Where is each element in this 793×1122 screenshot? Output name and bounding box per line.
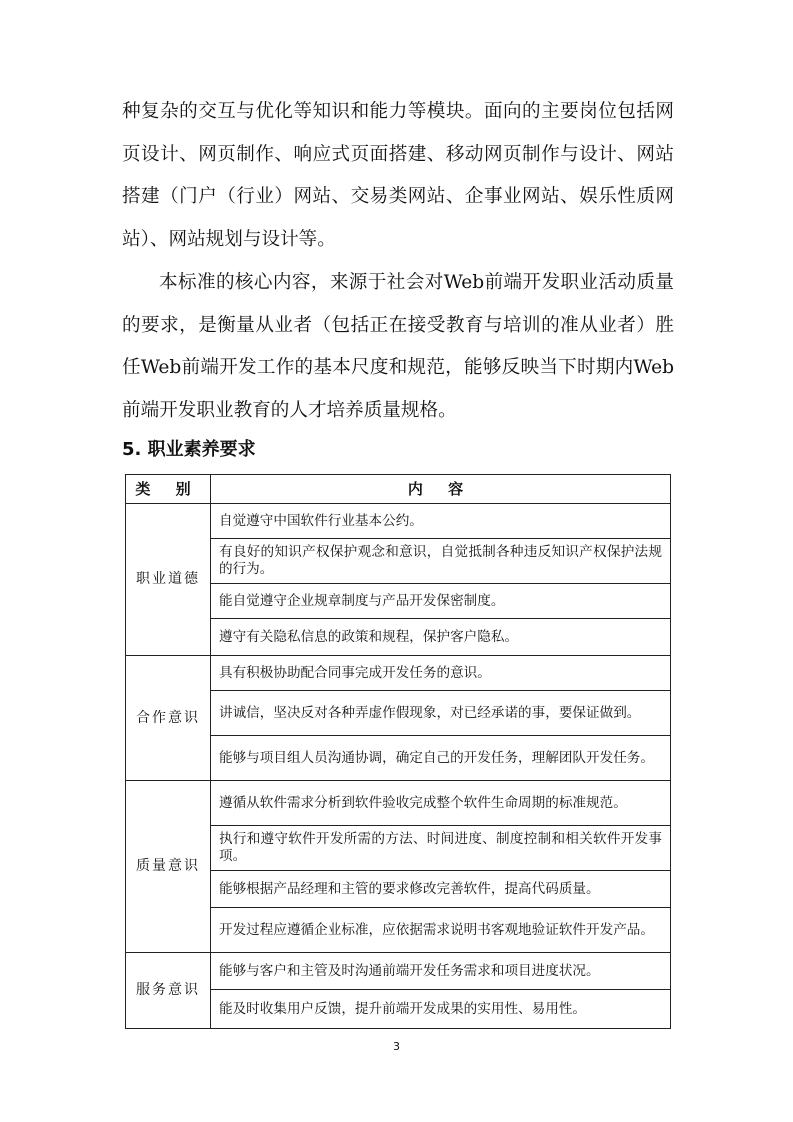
content-cell: 自觉遵守中国软件行业基本公约。 [211, 504, 671, 539]
table-row [126, 656, 671, 691]
section-heading: 5. 职业素养要求 [122, 439, 256, 460]
header-content: 内 容 [211, 475, 671, 504]
content-cell: 能及时收集用户反馈，提升前端开发成果的实用性、易用性。 [211, 990, 671, 1029]
category-cell: 合作意识 [126, 656, 211, 781]
content-cell: 具有积极协助配合同事完成开发任务的意识。 [211, 656, 671, 691]
table-row [126, 781, 671, 826]
content-cell: 能够与项目组人员沟通协调，确定自己的开发任务，理解团队开发任务。 [211, 736, 671, 781]
content-cell: 有良好的知识产权保护观念和意识，自觉抵制各种违反知识产权保护法规的行为。 [211, 539, 671, 584]
content-cell: 执行和遵守软件开发所需的方法、时间进度、制度控制和相关软件开发事项。 [211, 826, 671, 871]
table-header-row [126, 475, 671, 504]
body-paragraph-1: 种复杂的交互与优化等知识和能力等模块。面向的主要岗位包括网页设计、网页制作、响应式页面搭建、移动网页制作与设计、网站搭建（门户（行业）网站、交易类网站、企事业网站、娱乐性质网站）、网站规划与设计等。 [122, 101, 674, 250]
content-cell: 能够与客户和主管及时沟通前端开发任务需求和项目进度状况。 [211, 953, 671, 990]
content-cell: 能自觉遵守企业规章制度与产品开发保密制度。 [211, 584, 671, 619]
body-paragraph-2: 本标准的核心内容，来源于社会对Web前端开发职业活动质量的要求，是衡量从业者（包括正在接受教育与培训的准从业者）胜任Web前端开发工作的基本尺度和规范，能够反映当下时期内Web前端开发职业教育的人才培养质量规格。 [122, 272, 674, 421]
category-cell: 服务意识 [126, 953, 211, 1029]
category-cell: 质量意识 [126, 781, 211, 953]
table-row [126, 953, 671, 990]
professional-quality-table [125, 474, 671, 1029]
category-cell: 职业道德 [126, 504, 211, 656]
header-category: 类 别 [126, 475, 211, 504]
content-cell: 遵守有关隐私信息的政策和规程，保护客户隐私。 [211, 619, 671, 656]
content-cell: 讲诚信，坚决反对各种弄虚作假现象，对已经承诺的事，要保证做到。 [211, 691, 671, 736]
table-row [126, 504, 671, 539]
page-number: 3 [393, 1040, 400, 1053]
content-cell: 开发过程应遵循企业标准，应依据需求说明书客观地验证软件开发产品。 [211, 908, 671, 953]
content-cell: 遵循从软件需求分析到软件验收完成整个软件生命周期的标准规范。 [211, 781, 671, 826]
content-cell: 能够根据产品经理和主管的要求修改完善软件，提高代码质量。 [211, 871, 671, 908]
